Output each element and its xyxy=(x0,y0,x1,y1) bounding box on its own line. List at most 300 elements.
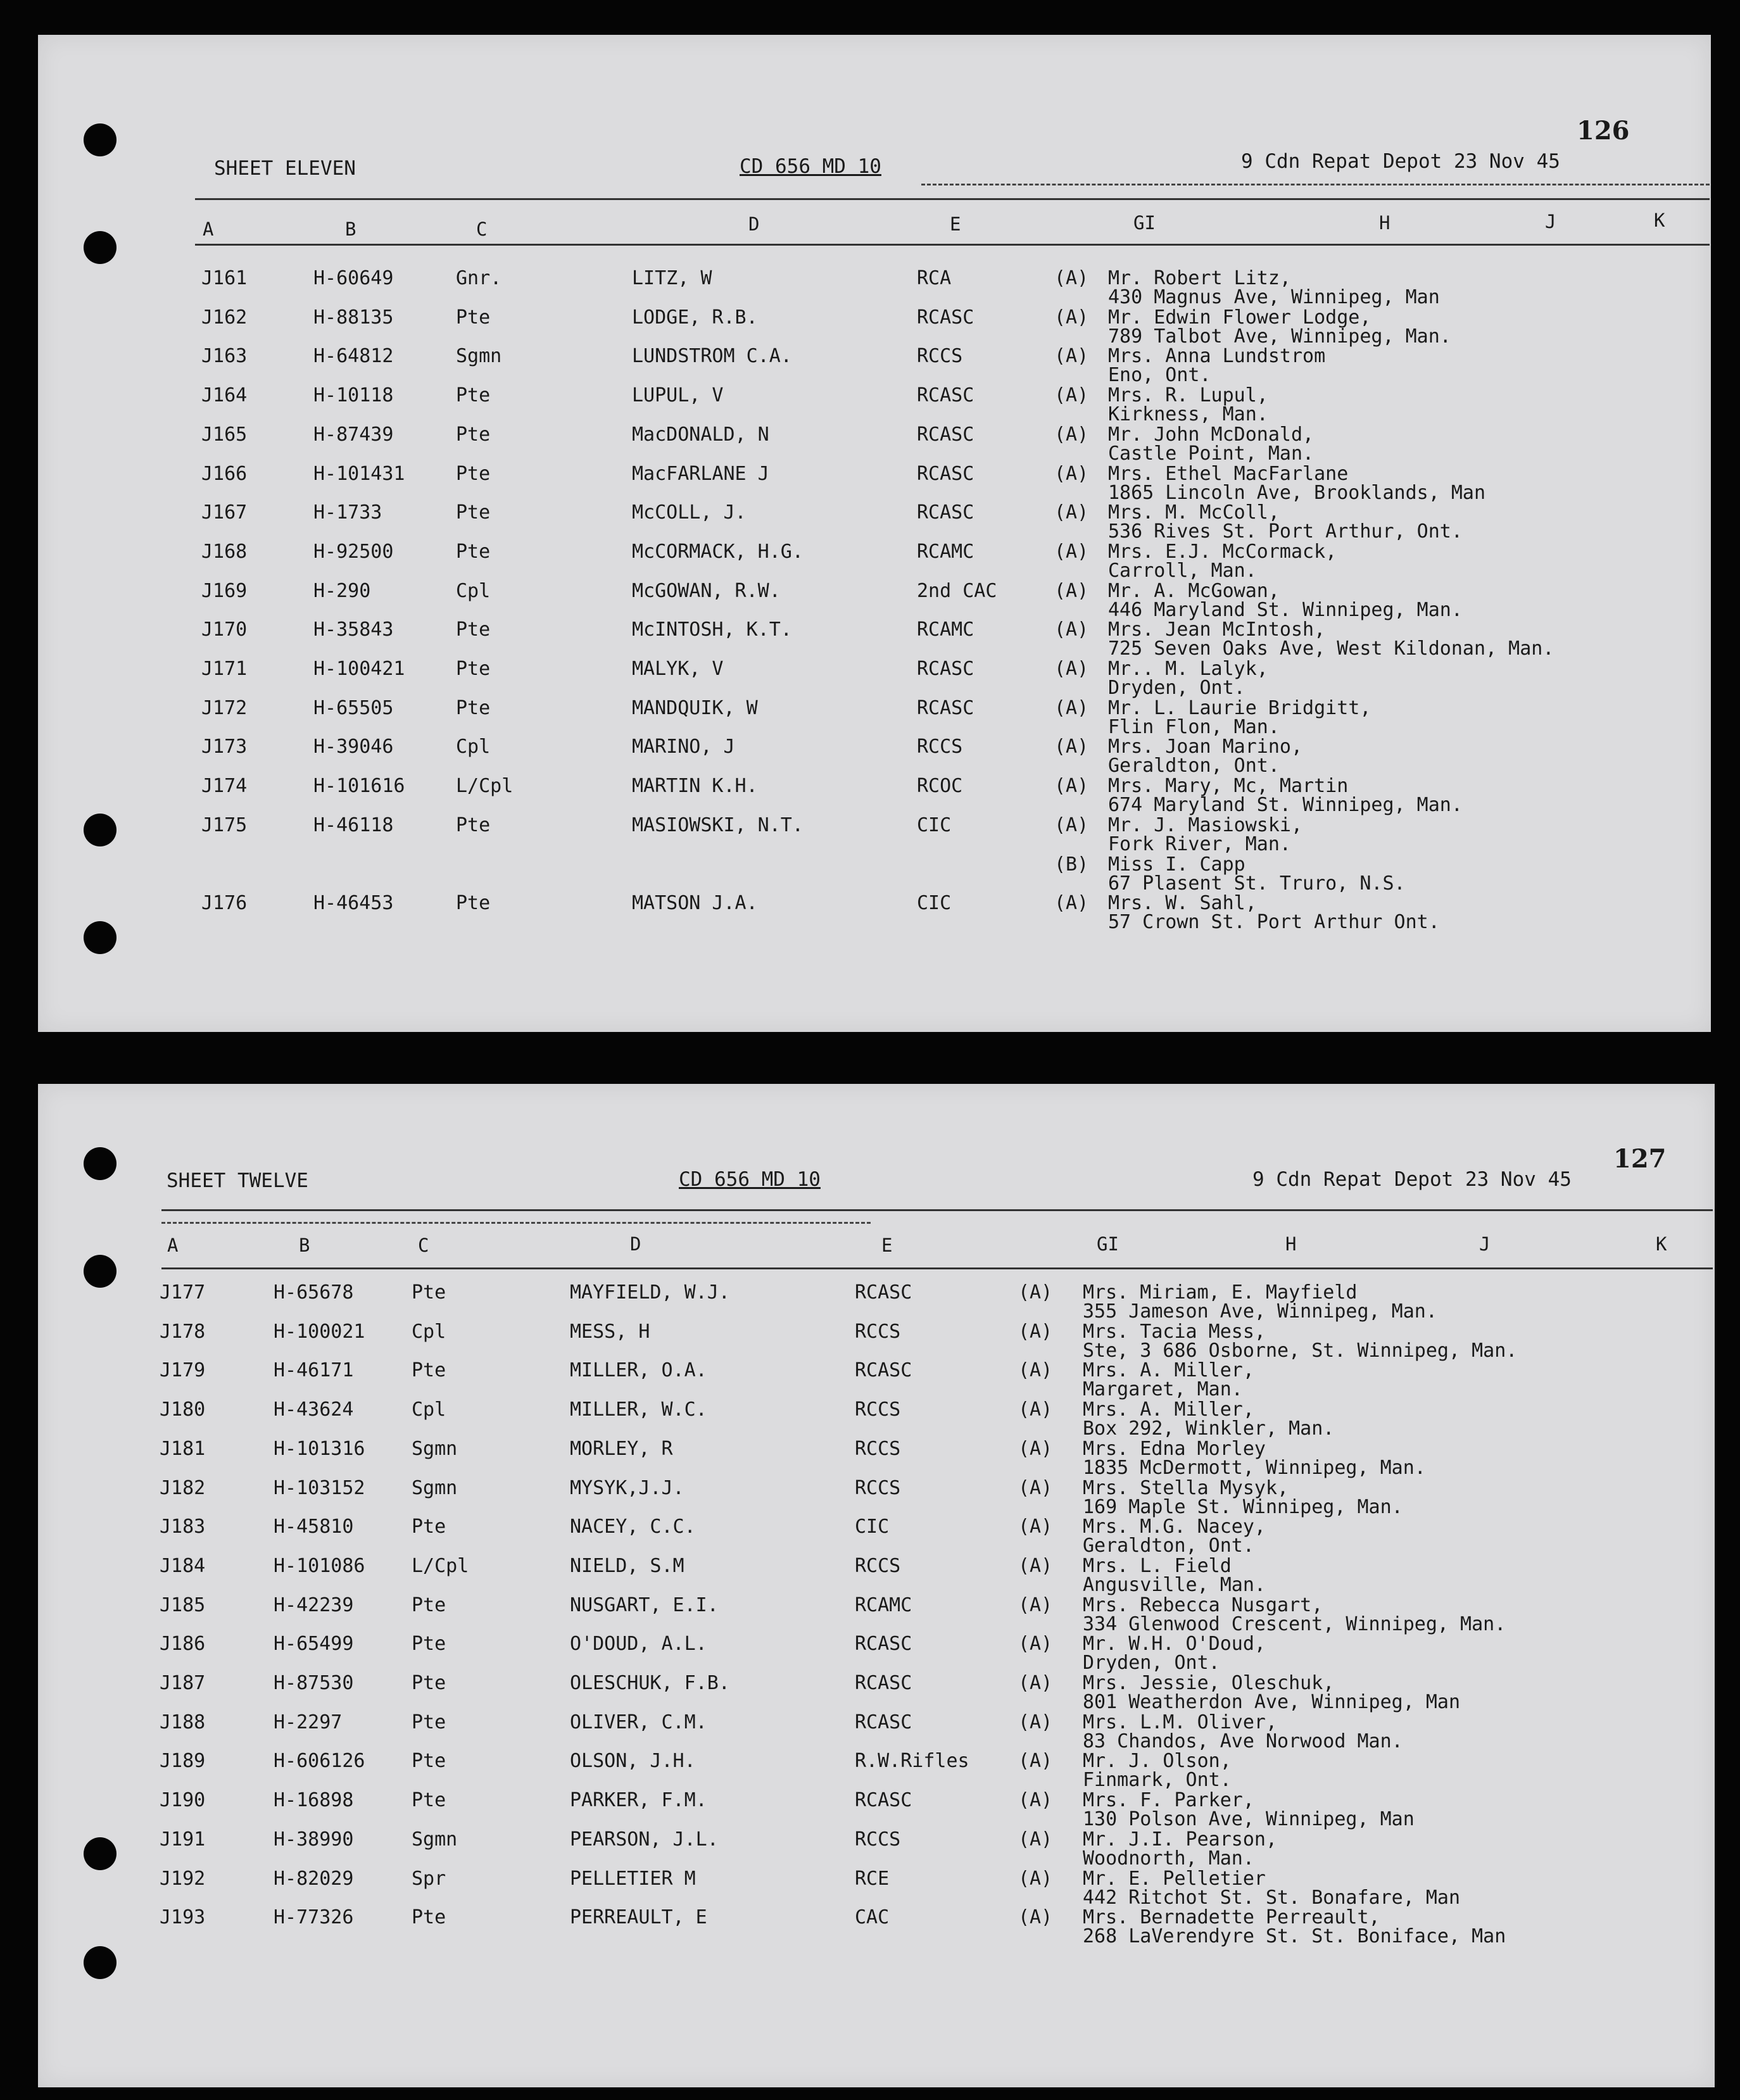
soldier-name: LITZ, W xyxy=(632,267,712,289)
regimental-number: H-35843 xyxy=(313,619,394,641)
regimental-number: H-103152 xyxy=(274,1476,365,1499)
corps: RCASC xyxy=(917,696,974,719)
next-of-kin-address: Geraldton, Ont. xyxy=(1108,755,1280,777)
table-row xyxy=(38,462,1711,504)
next-of-kin-name: Mrs. L.M. Oliver, xyxy=(1083,1711,1278,1733)
service-number: J173 xyxy=(201,736,248,758)
service-number: J161 xyxy=(201,267,248,289)
next-of-kin-code: (A) xyxy=(1018,1320,1053,1343)
soldier-name: MARTIN K.H. xyxy=(632,775,758,798)
regimental-number: H-46118 xyxy=(313,814,394,836)
regimental-number: H-606126 xyxy=(274,1750,365,1773)
corps: RCCS xyxy=(855,1554,901,1577)
next-of-kin-name: Mr. E. Pelletier xyxy=(1083,1867,1266,1890)
corps: RCASC xyxy=(917,462,974,485)
soldier-name: MYSYK,J.J. xyxy=(570,1476,684,1499)
soldier-name: PERREAULT, E xyxy=(570,1906,707,1929)
next-of-kin-address: 789 Talbot Ave, Winnipeg, Man. xyxy=(1108,325,1451,348)
sheet-title: SHEET ELEVEN xyxy=(214,157,356,180)
soldier-name: MacDONALD, N xyxy=(632,423,769,446)
rank: Cpl xyxy=(412,1320,446,1343)
column-header-d: D xyxy=(748,213,760,235)
service-number: J177 xyxy=(160,1281,206,1304)
service-number: J184 xyxy=(160,1554,206,1577)
soldier-name: PELLETIER M xyxy=(570,1867,696,1890)
regimental-number: H-65678 xyxy=(274,1281,354,1304)
next-of-kin-name: Mr. A. McGowan, xyxy=(1108,579,1280,602)
corps: CAC xyxy=(855,1906,890,1929)
next-of-kin-code: (A) xyxy=(1018,1399,1053,1421)
table-row xyxy=(38,1320,1715,1362)
soldier-name: OLSON, J.H. xyxy=(570,1750,696,1773)
column-header-j: J xyxy=(1545,211,1556,232)
next-of-kin-name: Mrs. F. Parker, xyxy=(1083,1789,1254,1812)
regimental-number: H-46171 xyxy=(274,1359,354,1382)
table-row xyxy=(38,1633,1715,1675)
table-row xyxy=(38,1828,1715,1870)
column-header-gi: GI xyxy=(1133,212,1156,234)
header-rule xyxy=(921,184,1710,185)
soldier-name: O'DOUD, A.L. xyxy=(570,1633,707,1656)
service-number: J178 xyxy=(160,1320,206,1343)
service-number: J180 xyxy=(160,1399,206,1421)
soldier-name: LUPUL, V xyxy=(632,384,724,407)
corps: RCCS xyxy=(855,1399,901,1421)
page-number: 126 xyxy=(1577,116,1630,146)
soldier-name: PEARSON, J.L. xyxy=(570,1828,719,1851)
regimental-number: H-100421 xyxy=(313,658,405,680)
table-row xyxy=(38,306,1711,348)
corps: RCOC xyxy=(917,775,963,798)
next-of-kin-address: 442 Ritchot St. St. Bonafare, Man xyxy=(1083,1886,1461,1909)
soldier-name: McCORMACK, H.G. xyxy=(632,540,804,563)
service-number: J163 xyxy=(201,345,248,368)
next-of-kin-code: (A) xyxy=(1018,1711,1053,1733)
rank: Pte xyxy=(456,540,491,563)
next-of-kin-name: Mr.. M. Lalyk, xyxy=(1108,658,1268,680)
next-of-kin-address: Angusville, Man. xyxy=(1083,1573,1266,1596)
table-row xyxy=(38,619,1711,660)
header-rule xyxy=(161,1267,1713,1269)
service-number: J186 xyxy=(160,1633,206,1656)
next-of-kin-name: Miss I. Capp xyxy=(1108,853,1245,876)
next-of-kin-code: (A) xyxy=(1054,345,1089,368)
next-of-kin-address: 334 Glenwood Crescent, Winnipeg, Man. xyxy=(1083,1613,1506,1635)
next-of-kin-name: Mrs. Tacia Mess, xyxy=(1083,1320,1266,1343)
rank: Pte xyxy=(456,814,491,836)
service-number: J171 xyxy=(201,658,248,680)
regimental-number: H-65499 xyxy=(274,1633,354,1656)
soldier-name: NACEY, C.C. xyxy=(570,1516,696,1538)
column-header-d: D xyxy=(630,1233,641,1255)
table-row xyxy=(38,1359,1715,1401)
regimental-number: H-87439 xyxy=(313,423,394,446)
regimental-number: H-92500 xyxy=(313,540,394,563)
header-rule xyxy=(195,244,1710,246)
unit-date: 9 Cdn Repat Depot 23 Nov 45 xyxy=(1241,150,1560,173)
service-number: J185 xyxy=(160,1594,206,1616)
table-row xyxy=(38,1596,1715,1633)
corps: CIC xyxy=(917,892,952,915)
service-number: J175 xyxy=(201,814,248,836)
corps: RCE xyxy=(855,1867,890,1890)
column-header-b: B xyxy=(299,1235,310,1256)
soldier-name: MESS, H xyxy=(570,1320,650,1343)
next-of-kin-name: Mrs. Anna Lundstrom xyxy=(1108,345,1326,368)
table-row xyxy=(38,1281,1715,1323)
next-of-kin-code: (A) xyxy=(1018,1789,1053,1812)
corps: RCCS xyxy=(855,1476,901,1499)
column-header-b: B xyxy=(345,218,356,240)
regimental-number: H-82029 xyxy=(274,1867,354,1890)
next-of-kin-code: (A) xyxy=(1018,1828,1053,1851)
table-row xyxy=(38,1713,1715,1750)
next-of-kin-name: Mrs. Mary, Mc, Martin xyxy=(1108,775,1349,798)
next-of-kin-address: Box 292, Winkler, Man. xyxy=(1083,1418,1335,1440)
next-of-kin-code: (A) xyxy=(1054,658,1089,680)
regimental-number: H-60649 xyxy=(313,267,394,289)
service-number: J172 xyxy=(201,696,248,719)
next-of-kin-name: Mrs. R. Lupul, xyxy=(1108,384,1268,407)
column-header-j: J xyxy=(1479,1233,1491,1255)
regimental-number: H-101431 xyxy=(313,462,405,485)
next-of-kin-address: 355 Jameson Ave, Winnipeg, Man. xyxy=(1083,1300,1437,1323)
next-of-kin-address: 268 LaVerendyre St. St. Boniface, Man xyxy=(1083,1925,1506,1948)
next-of-kin-address: 57 Crown St. Port Arthur Ont. xyxy=(1108,911,1440,934)
sheet-title: SHEET TWELVE xyxy=(167,1169,308,1192)
next-of-kin-code: (A) xyxy=(1054,501,1089,524)
regimental-number: H-38990 xyxy=(274,1828,354,1851)
next-of-kin-code: (A) xyxy=(1054,267,1089,289)
rank: Cpl xyxy=(456,579,491,602)
rank: Pte xyxy=(456,619,491,641)
soldier-name: McCOLL, J. xyxy=(632,501,747,524)
table-row xyxy=(38,579,1711,621)
next-of-kin-address: Ste, 3 686 Osborne, St. Winnipeg, Man. xyxy=(1083,1339,1518,1362)
punch-hole xyxy=(84,123,117,156)
soldier-name: MANDQUIK, W xyxy=(632,696,758,719)
next-of-kin-name: Mrs. W. Sahl, xyxy=(1108,892,1257,915)
table-row xyxy=(38,1516,1715,1557)
table-row xyxy=(38,1750,1715,1792)
rank: Pte xyxy=(412,1359,446,1382)
column-header-a: A xyxy=(167,1235,179,1256)
column-header-a: A xyxy=(203,218,214,240)
next-of-kin-code: (A) xyxy=(1018,1281,1053,1304)
next-of-kin-name: Mrs. M. McColl, xyxy=(1108,501,1280,524)
next-of-kin-name: Mrs. Stella Mysyk, xyxy=(1083,1476,1289,1499)
next-of-kin-address: 536 Rives St. Port Arthur, Ont. xyxy=(1108,520,1463,543)
next-of-kin-address: 130 Polson Ave, Winnipeg, Man xyxy=(1083,1808,1415,1831)
corps: RCA xyxy=(917,267,952,289)
next-of-kin-code: (A) xyxy=(1054,306,1089,329)
regimental-number: H-43624 xyxy=(274,1399,354,1421)
corps: CIC xyxy=(855,1516,890,1538)
next-of-kin-address: Woodnorth, Man. xyxy=(1083,1847,1254,1870)
next-of-kin-name: Mr. J.I. Pearson, xyxy=(1083,1828,1278,1851)
sheet-eleven xyxy=(38,35,1711,1032)
service-number: J174 xyxy=(201,775,248,798)
column-header-h: H xyxy=(1285,1233,1297,1255)
service-number: J179 xyxy=(160,1359,206,1382)
rank: Pte xyxy=(456,501,491,524)
column-header-e: E xyxy=(950,213,961,235)
next-of-kin-address: Kirkness, Man. xyxy=(1108,403,1268,426)
next-of-kin-name: Mrs. Jessie, Oleschuk, xyxy=(1083,1672,1335,1694)
next-of-kin-address: Dryden, Ont. xyxy=(1083,1652,1220,1675)
next-of-kin-name: Mrs. Miriam, E. Mayfield xyxy=(1083,1281,1358,1304)
next-of-kin-code: (A) xyxy=(1018,1554,1053,1577)
next-of-kin-name: Mrs. M.G. Nacey, xyxy=(1083,1516,1266,1538)
regimental-number: H-46453 xyxy=(313,892,394,915)
rank: Pte xyxy=(412,1789,446,1812)
next-of-kin-address: Geraldton, Ont. xyxy=(1083,1535,1254,1557)
regimental-number: H-87530 xyxy=(274,1672,354,1694)
table-row xyxy=(38,1674,1715,1711)
next-of-kin-address: 169 Maple St. Winnipeg, Man. xyxy=(1083,1495,1403,1518)
soldier-name: McINTOSH, K.T. xyxy=(632,619,792,641)
next-of-kin-name: Mrs. Edna Morley xyxy=(1083,1437,1266,1460)
next-of-kin-code: (A) xyxy=(1018,1437,1053,1460)
corps: RCASC xyxy=(855,1359,912,1382)
regimental-number: H-1733 xyxy=(313,501,382,524)
column-header-k: K xyxy=(1654,210,1665,231)
next-of-kin-address: Eno, Ont. xyxy=(1108,364,1211,387)
table-row xyxy=(38,775,1711,817)
regimental-number: H-10118 xyxy=(313,384,394,407)
service-number: J166 xyxy=(201,462,248,485)
order-reference: CD 656 MD 10 xyxy=(740,155,881,178)
regimental-number: H-64812 xyxy=(313,345,394,368)
service-number: J189 xyxy=(160,1750,206,1773)
corps: RCASC xyxy=(917,384,974,407)
soldier-name: MALYK, V xyxy=(632,658,724,680)
rank: Pte xyxy=(456,306,491,329)
rank: Pte xyxy=(456,384,491,407)
next-of-kin-address: Fork River, Man. xyxy=(1108,833,1291,855)
rank: Gnr. xyxy=(456,267,502,289)
soldier-name: MILLER, O.A. xyxy=(570,1359,707,1382)
column-header-k: K xyxy=(1656,1233,1667,1255)
corps: RCASC xyxy=(917,501,974,524)
next-of-kin-code: (A) xyxy=(1018,1867,1053,1890)
next-of-kin-address: 83 Chandos, Ave Norwood Man. xyxy=(1083,1730,1403,1752)
punch-hole xyxy=(84,231,117,264)
corps: RCCS xyxy=(855,1437,901,1460)
table-row xyxy=(38,423,1711,465)
table-row xyxy=(38,269,1711,306)
next-of-kin-code: (A) xyxy=(1018,1672,1053,1694)
corps: RCASC xyxy=(855,1633,912,1656)
rank: Sgmn xyxy=(412,1828,458,1851)
next-of-kin-address: Castle Point, Man. xyxy=(1108,442,1314,465)
page-number: 127 xyxy=(1613,1144,1667,1174)
next-of-kin-code: (A) xyxy=(1018,1359,1053,1382)
table-row xyxy=(38,816,1711,853)
rank: L/Cpl xyxy=(412,1554,469,1577)
next-of-kin-code: (A) xyxy=(1054,423,1089,446)
rank: Sgmn xyxy=(412,1437,458,1460)
next-of-kin-address: 674 Maryland St. Winnipeg, Man. xyxy=(1108,794,1463,817)
rank: Pte xyxy=(412,1750,446,1773)
next-of-kin-name: Mrs. Rebecca Nusgart, xyxy=(1083,1594,1323,1616)
corps: RCCS xyxy=(855,1828,901,1851)
column-header-gi: GI xyxy=(1097,1233,1119,1255)
next-of-kin-address: 67 Plasent St. Truro, N.S. xyxy=(1108,872,1406,895)
column-header-e: E xyxy=(881,1235,893,1256)
regimental-number: H-16898 xyxy=(274,1789,354,1812)
table-row xyxy=(38,1437,1715,1479)
corps: RCASC xyxy=(855,1281,912,1304)
soldier-name: MORLEY, R xyxy=(570,1437,673,1460)
next-of-kin-address: 1865 Lincoln Ave, Brooklands, Man xyxy=(1108,481,1486,504)
soldier-name: OLIVER, C.M. xyxy=(570,1711,707,1733)
corps: RCCS xyxy=(917,345,963,368)
service-number: J167 xyxy=(201,501,248,524)
punch-hole xyxy=(84,1147,117,1180)
next-of-kin-code: (A) xyxy=(1054,736,1089,758)
corps: RCASC xyxy=(917,306,974,329)
rank: Pte xyxy=(412,1672,446,1694)
column-header-h: H xyxy=(1379,212,1390,234)
next-of-kin-address: Flin Flon, Man. xyxy=(1108,715,1280,738)
table-row xyxy=(38,501,1711,543)
regimental-number: H-101316 xyxy=(274,1437,365,1460)
next-of-kin-code: (A) xyxy=(1054,775,1089,798)
next-of-kin-name: Mrs. L. Field xyxy=(1083,1554,1232,1577)
next-of-kin-code: (A) xyxy=(1054,579,1089,602)
rank: Pte xyxy=(456,462,491,485)
corps: RCAMC xyxy=(855,1594,912,1616)
corps: RCASC xyxy=(917,658,974,680)
next-of-kin-address: Carroll, Man. xyxy=(1108,559,1257,582)
service-number: J190 xyxy=(160,1789,206,1812)
regimental-number: H-65505 xyxy=(313,696,394,719)
next-of-kin-code: (A) xyxy=(1054,462,1089,485)
next-of-kin-name: Mr. J. Masiowski, xyxy=(1108,814,1303,836)
rank: Cpl xyxy=(456,736,491,758)
next-of-kin-address: 725 Seven Oaks Ave, West Kildonan, Man. xyxy=(1108,638,1554,660)
soldier-name: MAYFIELD, W.J. xyxy=(570,1281,730,1304)
table-row xyxy=(38,1906,1715,1948)
next-of-kin-name: Mr. W.H. O'Doud, xyxy=(1083,1633,1266,1656)
soldier-name: LUNDSTROM C.A. xyxy=(632,345,792,368)
rank: Pte xyxy=(456,696,491,719)
regimental-number: H-77326 xyxy=(274,1906,354,1929)
regimental-number: H-45810 xyxy=(274,1516,354,1538)
table-row xyxy=(38,892,1711,934)
table-row xyxy=(38,384,1711,426)
service-number: J193 xyxy=(160,1906,206,1929)
next-of-kin-name: Mrs. Ethel MacFarlane xyxy=(1108,462,1349,485)
next-of-kin-name: Mrs. Joan Marino, xyxy=(1108,736,1303,758)
rank: Pte xyxy=(456,423,491,446)
rank: Pte xyxy=(412,1633,446,1656)
table-row xyxy=(38,540,1711,582)
next-of-kin-name: Mr. L. Laurie Bridgitt, xyxy=(1108,696,1371,719)
corps: RCCS xyxy=(855,1320,901,1343)
table-row xyxy=(38,736,1711,777)
table-row xyxy=(38,658,1711,699)
rank: Pte xyxy=(456,658,491,680)
service-number: J188 xyxy=(160,1711,206,1733)
next-of-kin-name: Mr. John McDonald, xyxy=(1108,423,1314,446)
corps: RCAMC xyxy=(917,619,974,641)
corps: RCASC xyxy=(855,1711,912,1733)
service-number: J176 xyxy=(201,892,248,915)
next-of-kin-code: (A) xyxy=(1054,619,1089,641)
rank: Pte xyxy=(412,1711,446,1733)
corps: 2nd CAC xyxy=(917,579,997,602)
rank: L/Cpl xyxy=(456,775,514,798)
next-of-kin-code: (A) xyxy=(1018,1594,1053,1616)
table-row xyxy=(38,853,1711,895)
table-row xyxy=(38,1476,1715,1518)
regimental-number: H-88135 xyxy=(313,306,394,329)
soldier-name: MASIOWSKI, N.T. xyxy=(632,814,804,836)
next-of-kin-address: Margaret, Man. xyxy=(1083,1378,1243,1401)
rank: Sgmn xyxy=(412,1476,458,1499)
corps: RCAMC xyxy=(917,540,974,563)
column-header-c: C xyxy=(476,218,488,240)
header-rule xyxy=(161,1222,871,1224)
next-of-kin-code: (B) xyxy=(1054,853,1089,876)
regimental-number: H-100021 xyxy=(274,1320,365,1343)
next-of-kin-name: Mrs. A. Miller, xyxy=(1083,1359,1254,1382)
rank: Pte xyxy=(456,892,491,915)
next-of-kin-address: Finmark, Ont. xyxy=(1083,1769,1232,1792)
next-of-kin-code: (A) xyxy=(1054,892,1089,915)
regimental-number: H-101616 xyxy=(313,775,405,798)
soldier-name: MATSON J.A. xyxy=(632,892,758,915)
next-of-kin-name: Mrs. A. Miller, xyxy=(1083,1399,1254,1421)
soldier-name: PARKER, F.M. xyxy=(570,1789,707,1812)
table-row xyxy=(38,696,1711,738)
service-number: J192 xyxy=(160,1867,206,1890)
service-number: J165 xyxy=(201,423,248,446)
rank: Pte xyxy=(412,1281,446,1304)
corps: R.W.Rifles xyxy=(855,1750,969,1773)
service-number: J183 xyxy=(160,1516,206,1538)
next-of-kin-address: 801 Weatherdon Ave, Winnipeg, Man xyxy=(1083,1691,1461,1713)
next-of-kin-name: Mr. J. Olson, xyxy=(1083,1750,1232,1773)
rank: Pte xyxy=(412,1594,446,1616)
header-rule xyxy=(161,1209,1713,1211)
service-number: J169 xyxy=(201,579,248,602)
next-of-kin-name: Mrs. E.J. McCormack, xyxy=(1108,540,1337,563)
service-number: J164 xyxy=(201,384,248,407)
soldier-name: LODGE, R.B. xyxy=(632,306,758,329)
next-of-kin-code: (A) xyxy=(1054,814,1089,836)
soldier-name: MacFARLANE J xyxy=(632,462,769,485)
next-of-kin-code: (A) xyxy=(1018,1633,1053,1656)
unit-date: 9 Cdn Repat Depot 23 Nov 45 xyxy=(1252,1168,1572,1191)
table-row xyxy=(38,1399,1715,1440)
corps: CIC xyxy=(917,814,952,836)
soldier-name: MILLER, W.C. xyxy=(570,1399,707,1421)
service-number: J187 xyxy=(160,1672,206,1694)
next-of-kin-address: Dryden, Ont. xyxy=(1108,677,1245,699)
next-of-kin-code: (A) xyxy=(1054,384,1089,407)
service-number: J182 xyxy=(160,1476,206,1499)
soldier-name: MARINO, J xyxy=(632,736,735,758)
next-of-kin-address: 446 Maryland St. Winnipeg, Man. xyxy=(1108,598,1463,621)
regimental-number: H-290 xyxy=(313,579,371,602)
service-number: J191 xyxy=(160,1828,206,1851)
table-row xyxy=(38,345,1711,387)
soldier-name: NIELD, S.M xyxy=(570,1554,684,1577)
next-of-kin-name: Mr. Edwin Flower Lodge, xyxy=(1108,306,1371,329)
